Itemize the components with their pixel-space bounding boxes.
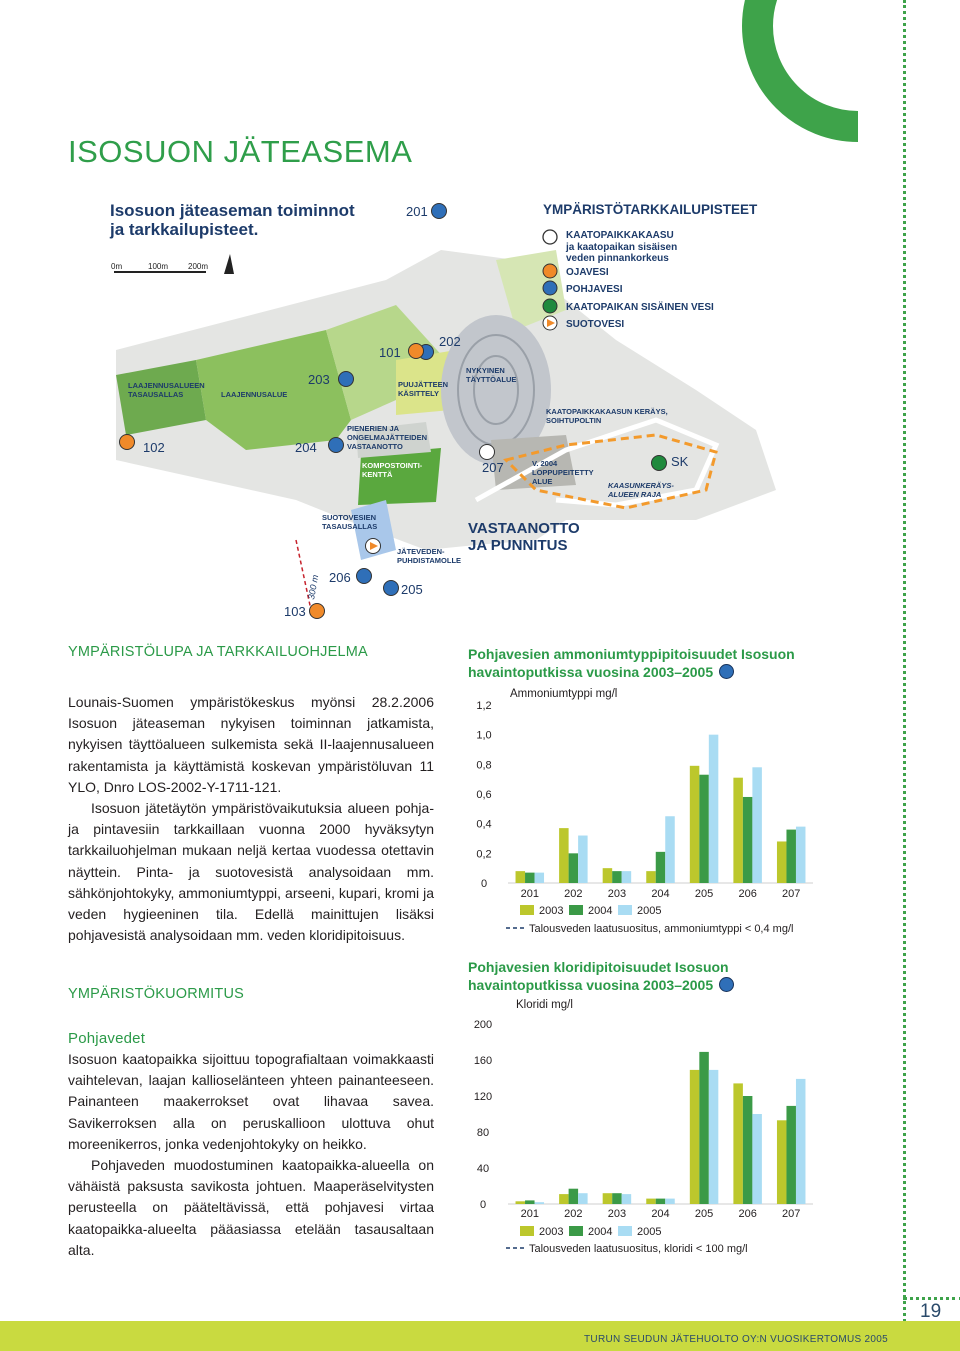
legend-swatch-2003 <box>520 905 534 915</box>
y-tick-label: 0,2 <box>476 848 492 861</box>
svg-text:veden pinnankorkeus: veden pinnankorkeus <box>566 253 669 264</box>
legend-label: 2003 <box>539 1226 564 1238</box>
bar-2005-205 <box>709 1070 719 1204</box>
bar-2004-204 <box>656 852 666 883</box>
text-block-2 <box>68 1049 434 1261</box>
x-tick-label: 206 <box>738 1208 757 1220</box>
bar-2005-206 <box>752 767 762 883</box>
svg-text:0m: 0m <box>111 262 123 271</box>
y-tick-label: 1,0 <box>476 729 492 742</box>
svg-text:LOPPUPEITETTY: LOPPUPEITETTY <box>532 468 594 477</box>
svg-text:TASAUSALLAS: TASAUSALLAS <box>128 390 184 399</box>
x-tick-label: 207 <box>782 888 801 900</box>
y-tick-label: 0 <box>479 1199 487 1211</box>
bar-2004-201 <box>525 1200 535 1204</box>
bar-2003-205 <box>690 1070 700 1204</box>
y-tick-label: 120 <box>473 1091 493 1103</box>
bar-2003-202 <box>559 828 569 883</box>
svg-text:KAATOPAIKKAKAASUN KERÄYS,: KAATOPAIKKAKAASUN KERÄYS, <box>546 407 668 416</box>
legend-label: 2005 <box>637 1226 662 1238</box>
svg-text:VASTAANOTTO: VASTAANOTTO <box>347 442 403 451</box>
point-103-icon <box>310 604 325 619</box>
legend-label: 2004 <box>588 905 613 917</box>
bar-2005-207 <box>796 827 806 883</box>
bar-2003-207 <box>777 1120 787 1204</box>
bar-2004-207 <box>786 830 796 883</box>
svg-text:205: 205 <box>401 582 423 597</box>
legend-label: 2004 <box>588 1226 613 1238</box>
y-tick-label: 1,2 <box>476 700 492 712</box>
y-tick-label: 0 <box>480 878 488 890</box>
svg-text:KAASUNKERÄYS-: KAASUNKERÄYS- <box>608 481 674 490</box>
point-203-icon <box>339 372 354 387</box>
svg-text:ALUEEN RAJA: ALUEEN RAJA <box>608 490 662 499</box>
chart-kloridi <box>468 995 828 1260</box>
y-tick-label: 40 <box>476 1163 490 1175</box>
legend-label: 2005 <box>637 905 662 917</box>
bar-2003-204 <box>646 1199 656 1204</box>
svg-text:202: 202 <box>439 334 461 349</box>
bar-2003-202 <box>559 1194 569 1204</box>
svg-text:207: 207 <box>482 460 504 475</box>
chart2-title: Pohjavesien kloridipitoisuudet Isosuon havaintoputkissa vuosina 2003–2005 <box>468 958 828 994</box>
legend-title: YMPÄRISTÖTARKKAILUPISTEET <box>543 202 758 217</box>
svg-text:204: 204 <box>295 440 317 455</box>
svg-text:POHJAVESI: POHJAVESI <box>566 284 623 295</box>
bar-2005-203 <box>622 871 632 883</box>
svg-text:TÄYTTÖALUE: TÄYTTÖALUE <box>466 375 517 384</box>
svg-text:100m: 100m <box>148 262 169 271</box>
bar-2005-202 <box>578 836 588 883</box>
bar-2004-207 <box>786 1106 796 1204</box>
y-tick-label: 160 <box>473 1055 493 1067</box>
x-tick-label: 201 <box>520 1208 539 1220</box>
bar-2005-203 <box>622 1194 632 1204</box>
y-tick-label: 0,8 <box>476 759 492 772</box>
y-tick-label: 0,6 <box>476 789 492 801</box>
svg-text:SUOTOVESIEN: SUOTOVESIEN <box>322 513 377 522</box>
x-tick-label: 202 <box>564 888 583 900</box>
bar-2003-203 <box>603 1193 613 1204</box>
y-axis-label: Kloridi mg/l <box>516 999 573 1011</box>
bar-2005-206 <box>752 1114 762 1204</box>
x-tick-label: 205 <box>694 1208 714 1220</box>
svg-text:JÄTEVEDEN-: JÄTEVEDEN- <box>397 547 445 556</box>
pohjavesi-point-icon <box>543 281 557 295</box>
bar-2004-206 <box>743 1096 753 1204</box>
svg-text:PUUJÄTTEEN: PUUJÄTTEEN <box>398 380 449 389</box>
x-tick-label: 206 <box>738 888 757 900</box>
chart-ammoniumtyppi <box>468 682 828 942</box>
bar-2005-201 <box>535 1202 545 1204</box>
bar-2005-201 <box>535 873 545 883</box>
bar-2004-201 <box>525 873 535 883</box>
bar-2003-204 <box>646 871 656 883</box>
heading-ymparistokuormitus: YMPÄRISTÖKUORMITUS <box>68 986 244 1002</box>
svg-text:SOIHTUPOLTIN: SOIHTUPOLTIN <box>546 416 602 425</box>
north-arrow-icon <box>224 254 234 274</box>
x-tick-label: 205 <box>694 888 714 900</box>
svg-text:KAATOPAIKKAKAASU: KAATOPAIKKAKAASU <box>566 230 674 241</box>
sisainen-vesi-point-icon <box>543 299 557 313</box>
pohjavesi-dot-icon-2 <box>719 977 734 992</box>
svg-text:LAAJENNUSALUEEN: LAAJENNUSALUEEN <box>128 381 205 390</box>
x-tick-label: 203 <box>607 1208 627 1220</box>
bar-2004-202 <box>569 1189 579 1204</box>
page-number: 19 <box>920 1301 942 1322</box>
svg-text:LAAJENNUSALUE: LAAJENNUSALUE <box>221 390 288 399</box>
svg-text:KÄSITTELY: KÄSITTELY <box>398 389 439 398</box>
map-title-line2: ja tarkkailupisteet. <box>110 220 259 239</box>
point-206-icon <box>357 569 372 584</box>
svg-text:KENTTÄ: KENTTÄ <box>362 470 393 479</box>
svg-text:203: 203 <box>308 372 330 387</box>
bar-2003-203 <box>603 868 613 883</box>
bar-2004-205 <box>699 775 709 883</box>
svg-text:V. 2004: V. 2004 <box>532 459 558 468</box>
paragraph-topografia: Isosuon kaatopaikka sijoittuu topografialtaan voimakkaasti vaihtelevan, laajan kallioselänteen yhteen painanteeseen. Painanteen maakerrokset ovat lihavaa savea. Savikerroksen alla on peruskallioon ulottuva ohut moreenikerros, jonka vedenjohtokyky on heikko. <box>68 1051 434 1152</box>
x-tick-label: 204 <box>651 888 670 900</box>
bar-2003-201 <box>516 871 526 883</box>
footer-text: TURUN SEUDUN JÄTEHUOLTO OY:N VUOSIKERTOMUS 2005 <box>584 1334 888 1345</box>
gas-point-icon <box>543 230 557 244</box>
reference-line-label: Talousveden laatusuositus, kloridi < 100 mg/l <box>529 1243 748 1255</box>
bar-2005-205 <box>709 735 719 883</box>
legend-swatch-2003 <box>520 1226 534 1236</box>
vastaanotto-label-2: JA PUNNITUS <box>468 537 568 554</box>
bar-2005-202 <box>578 1193 588 1204</box>
x-tick-label: 203 <box>607 888 627 900</box>
site-map <box>96 190 786 630</box>
legend-swatch-2004 <box>569 905 583 915</box>
svg-text:SUOTOVESI: SUOTOVESI <box>566 319 625 330</box>
svg-text:102: 102 <box>143 440 165 455</box>
point-207-gas-icon <box>480 445 495 460</box>
y-tick-label: 0,4 <box>476 818 492 831</box>
chart1-title: Pohjavesien ammoniumtyppipitoisuudet Isosuon havaintoputkissa vuosina 2003–2005 <box>468 646 795 680</box>
bar-2004-203 <box>612 871 622 883</box>
point-205-icon <box>384 581 399 596</box>
svg-text:PUHDISTAMOLLE: PUHDISTAMOLLE <box>397 556 462 565</box>
dotted-border-vertical <box>903 0 906 1322</box>
svg-text:206: 206 <box>329 570 351 585</box>
legend-label: 2003 <box>539 905 564 917</box>
dotted-border-horizontal <box>903 1297 960 1300</box>
svg-text:103: 103 <box>284 604 306 619</box>
pohjavesi-dot-icon <box>719 664 734 679</box>
svg-text:SK: SK <box>671 454 689 469</box>
point-102-icon <box>120 435 135 450</box>
svg-text:OJAVESI: OJAVESI <box>566 267 609 278</box>
bar-2004-204 <box>656 1199 666 1204</box>
heading-ymparistolupa: YMPÄRISTÖLUPA JA TARKKAILUOHJELMA <box>68 644 368 660</box>
svg-text:101: 101 <box>379 345 401 360</box>
bar-2005-207 <box>796 1079 806 1204</box>
svg-text:NYKYINEN: NYKYINEN <box>466 366 505 375</box>
bar-2004-205 <box>699 1052 709 1204</box>
legend-swatch-2005 <box>618 1226 632 1236</box>
y-axis-label: Ammoniumtyppi mg/l <box>510 688 618 700</box>
svg-text:KAATOPAIKAN SISÄINEN VESI: KAATOPAIKAN SISÄINEN VESI <box>566 302 714 313</box>
point-201-icon <box>432 204 447 219</box>
paragraph-lupa: Lounais-Suomen ympäristökeskus myönsi 28.2.2006 Isosuon jäteaseman nykyisen toiminnan jatkamista, nykyisen täyttöalueen sulkemista sekä II-laajennusalueen rakentamista ja käyttämistä koskevan ympäristöluvan 11 YLO, Dnro LOS-2002-Y-1711-121. <box>68 694 434 795</box>
x-tick-label: 201 <box>520 888 539 900</box>
svg-text:ALUE: ALUE <box>532 477 553 486</box>
bar-2004-206 <box>743 797 753 883</box>
paragraph-muodostuminen: Pohjaveden muodostuminen kaatopaikka-alueella on vähäistä paksusta savikosta johtuen. Maaperäselvitysten perusteella on pääteltävissä, että pohjavesi virtaa kaatopaikka-alueelta pääasiassa etelään tasausaltaan alta. <box>68 1157 434 1258</box>
svg-text:ONGELMAJÄTTEIDEN: ONGELMAJÄTTEIDEN <box>347 433 428 442</box>
svg-text:ja kaatopaikan sisäisen: ja kaatopaikan sisäisen <box>566 242 678 253</box>
paragraph-tarkkailu: Isosuon jätetäytön ympäristövaikutuksia alueen pohja- ja pintavesiin tarkkaillaan vuonna 2000 hyväksytyn tarkkailuohjelman mukaan neljä kertaa vuodessa otettavin näyttein. Pinta- ja suotovesistä analysoidaan mm. sähkönjohtokyky, ammoniumtyppi, arseeni, kupari, kromi ja veden hygieeninen tila. Edellä mainittujen lisäksi pohjavesistä analysoidaan mm. veden kloridipitoisuus. <box>68 800 434 944</box>
page-title: ISOSUON JÄTEASEMA <box>68 134 413 169</box>
bar-2004-202 <box>569 853 579 883</box>
point-204-icon <box>329 438 344 453</box>
x-tick-label: 207 <box>782 1208 801 1220</box>
x-tick-label: 202 <box>564 1208 583 1220</box>
ojavesi-point-icon <box>543 264 557 278</box>
bar-2003-206 <box>733 778 743 883</box>
text-block-1 <box>68 692 434 946</box>
legend-swatch-2005 <box>618 905 632 915</box>
svg-text:PIENERIEN JA: PIENERIEN JA <box>347 424 400 433</box>
svg-text:201: 201 <box>406 204 428 219</box>
distance-label: 300 m <box>306 573 321 601</box>
y-tick-label: 80 <box>476 1127 490 1139</box>
svg-text:200m: 200m <box>188 262 209 271</box>
x-tick-label: 204 <box>651 1208 670 1220</box>
point-101-icon <box>409 344 424 359</box>
map-title-line1: Isosuon jäteaseman toiminnot <box>110 201 355 220</box>
bar-2003-207 <box>777 841 787 883</box>
svg-text:TASAUSALLAS: TASAUSALLAS <box>322 522 378 531</box>
decorative-ring-cut <box>858 0 960 142</box>
bar-2003-201 <box>516 1201 526 1204</box>
svg-text:KOMPOSTOINTI-: KOMPOSTOINTI- <box>362 461 423 470</box>
bar-2003-206 <box>733 1083 743 1204</box>
reference-line-label: Talousveden laatusuositus, ammoniumtyppi < 0,4 mg/l <box>529 923 794 935</box>
vastaanotto-label-1: VASTAANOTTO <box>468 520 580 537</box>
bar-2005-204 <box>665 816 675 883</box>
point-sk-icon <box>652 456 667 471</box>
bar-2003-205 <box>690 766 700 883</box>
bar-2005-204 <box>665 1199 675 1204</box>
legend-swatch-2004 <box>569 1226 583 1236</box>
y-tick-label: 200 <box>473 1019 493 1031</box>
subheading-pohjavedet: Pohjavedet <box>68 1030 146 1047</box>
bar-2004-203 <box>612 1193 622 1204</box>
